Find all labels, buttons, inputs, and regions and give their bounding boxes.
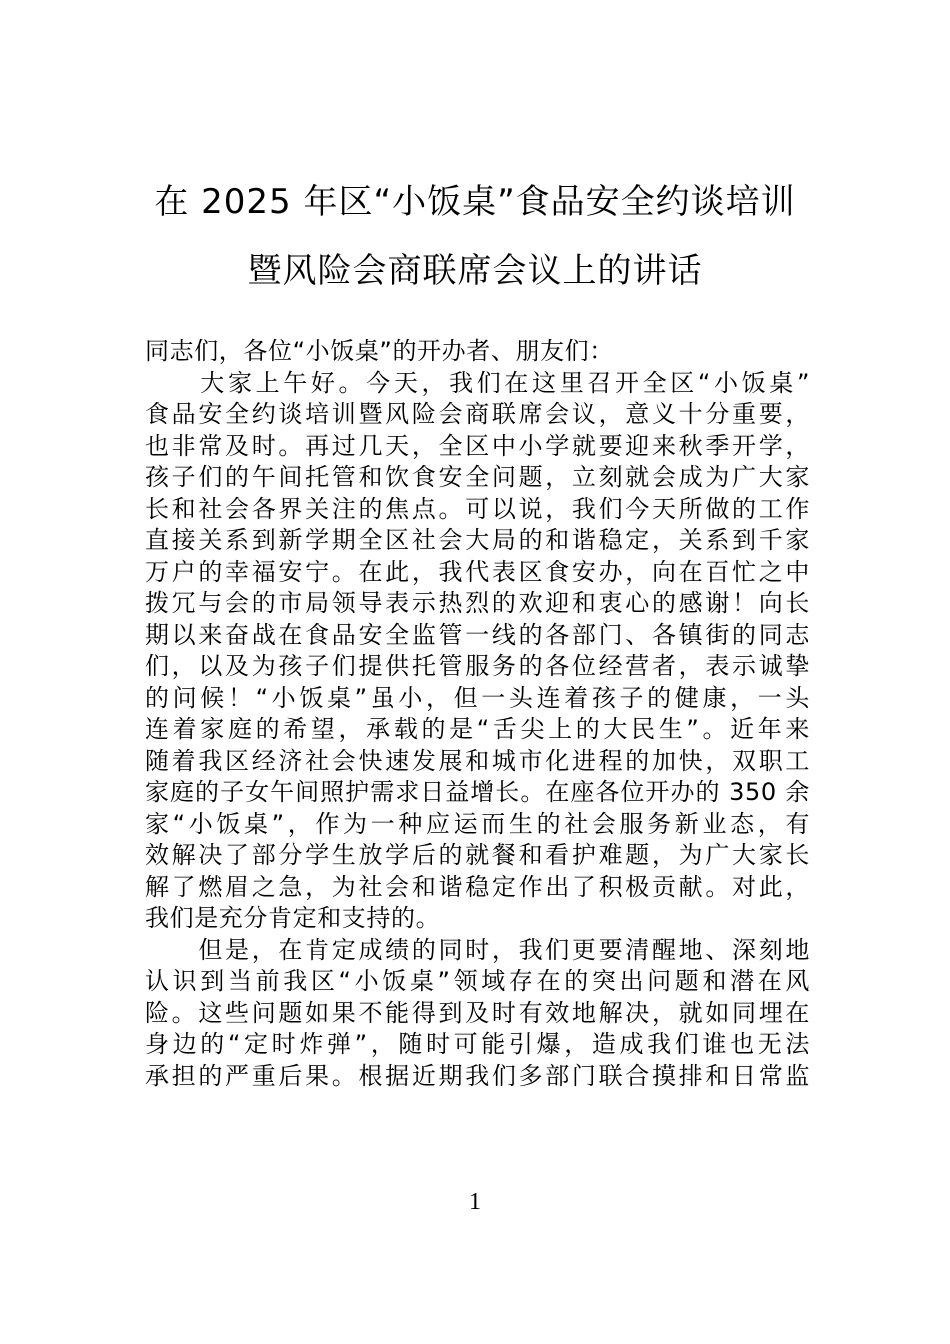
- body-text-line: 的问候！“小饭桌”虽小，但一头连着孩子的健康，一头: [145, 683, 810, 712]
- body-text-line: 大家上午好。今天，我们在这里召开全区“小饭桌”: [145, 368, 810, 397]
- body-text-line: 险。这些问题如果不能得到及时有效地解决，就如同埋在: [145, 998, 810, 1027]
- body-text-line: 长和社会各界关注的焦点。可以说，我们今天所做的工作: [145, 494, 810, 523]
- document-title-line-2: 暨风险会商联席会议上的讲话: [247, 251, 703, 291]
- body-text-line: 期以来奋战在食品安全监管一线的各部门、各镇街的同志: [145, 620, 810, 649]
- body-text-line: 认识到当前我区“小饭桌”领域存在的突出问题和潜在风: [145, 967, 810, 995]
- body-text-line: 们，以及为孩子们提供托管服务的各位经营者，表示诚挚: [145, 652, 810, 680]
- body-text-line: 直接关系到新学期全区社会大局的和谐稳定，关系到千家: [145, 526, 810, 554]
- body-text-line: 承担的严重后果。根据近期我们多部门联合摸排和日常监: [145, 1061, 810, 1090]
- body-text-line: 连着家庭的希望，承载的是“舌尖上的大民生”。近年来: [145, 715, 810, 743]
- body-text-line: 效解决了部分学生放学后的就餐和看护难题，为广大家长: [145, 841, 810, 869]
- body-text-line: 拨冗与会的市局领导表示热烈的欢迎和衷心的感谢！向长: [145, 589, 810, 617]
- body-text-line: 家庭的子女午间照护需求日益增长。在座各位开办的 350 余: [145, 778, 810, 806]
- body-text-line: 孩子们的午间托管和饮食安全问题，立刻就会成为广大家: [145, 463, 810, 491]
- body-text-line: 我们是充分肯定和支持的。: [145, 904, 441, 932]
- body-text-line: 同志们，各位“小饭桌”的开办者、朋友们：: [145, 337, 614, 365]
- body-text-line: 解了燃眉之急，为社会和谐稳定作出了积极贡献。对此，: [145, 872, 810, 901]
- document-title-line-1: 在 2025 年区“小饭桌”食品安全约谈培训: [154, 182, 796, 222]
- body-text-line: 身边的“定时炸弹”，随时可能引爆，造成我们谁也无法: [145, 1030, 810, 1058]
- body-text-line: 随着我区经济社会快速发展和城市化进程的加快，双职工: [145, 746, 810, 775]
- body-text-line: 也非常及时。再过几天，全区中小学就要迎来秋季开学，: [145, 431, 810, 460]
- body-text-line: 家“小饭桌”，作为一种应运而生的社会服务新业态，有: [145, 809, 810, 838]
- body-text-line: 万户的幸福安宁。在此，我代表区食安办，向在百忙之中: [145, 557, 810, 586]
- body-text-line: 但是，在肯定成绩的同时，我们更要清醒地、深刻地: [145, 935, 810, 964]
- body-text-line: 食品安全约谈培训暨风险会商联席会议，意义十分重要，: [145, 400, 810, 428]
- page-number: 1: [469, 1189, 481, 1215]
